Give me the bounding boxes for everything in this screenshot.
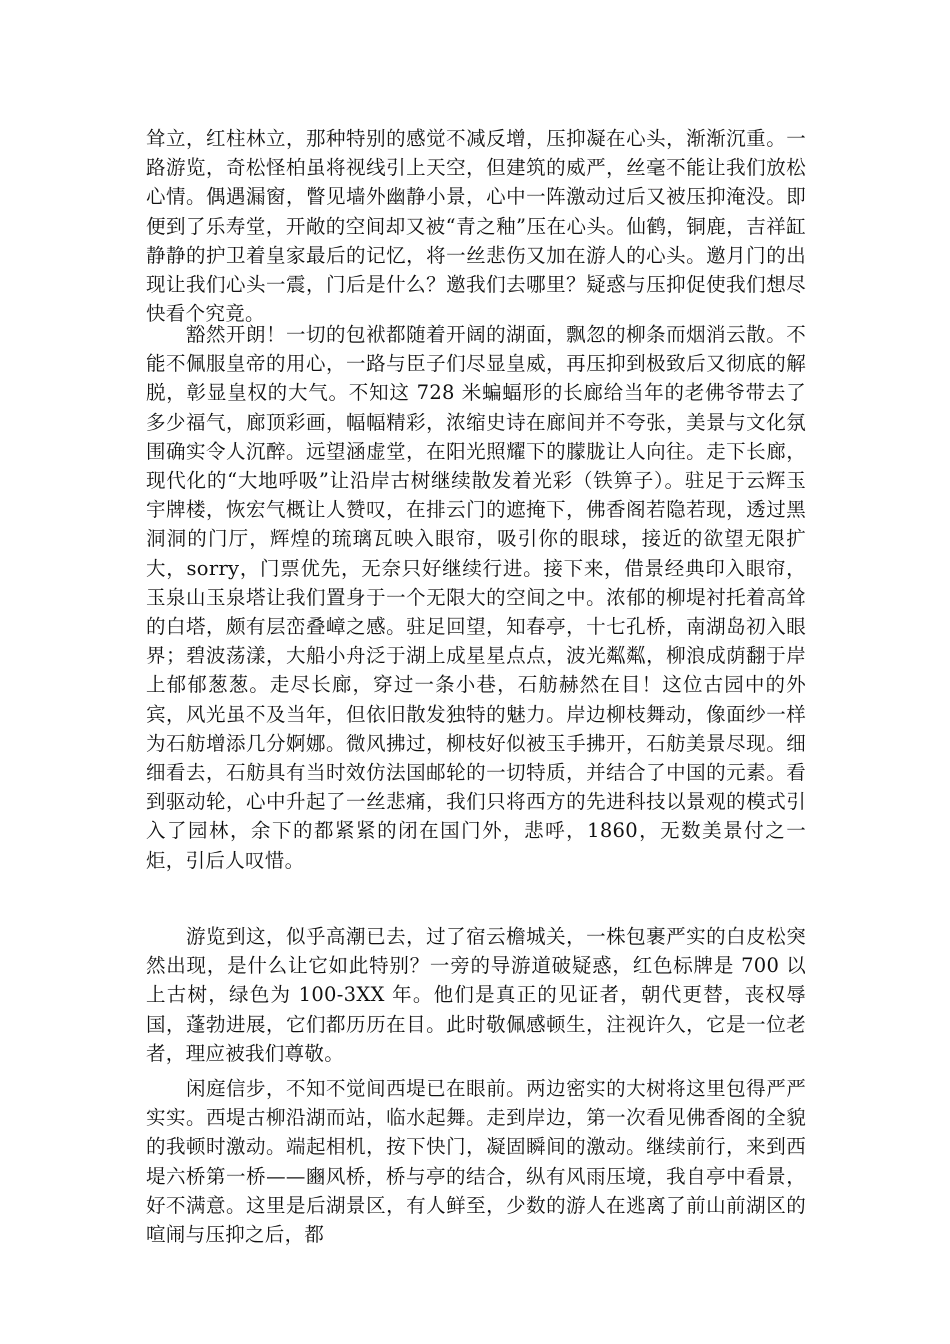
paragraph-4: 闲庭信步，不知不觉间西堤已在眼前。两边密实的大树将这里包得严严实实。西堤古柳沿湖而站，临水起舞。走到岸边，第一次看见佛香阁的全貌的我顿时激动。端起相机，按下快门，凝固瞬间的激动。继续前行，来到西堤六桥第一桥——豳风桥，桥与亭的结合，纵有风雨压境，我自亭中看景，好不满意。这里是后湖景区，有人鲜至，少数的游人在逃离了前山前湖区的喧闹与压抑之后，都 xyxy=(146,1077,806,1247)
paragraph-1: 耸立，红柱林立，那种特别的感觉不减反增，压抑凝在心头，渐渐沉重。一路游览，奇松怪柏虽将视线引上天空，但建筑的威严，丝毫不能让我们放松心情。偶遇漏窗，瞥见墙外幽静小景，心中一阵激动过后又被压抑淹没。即便到了乐寿堂，开敞的空间却又被“青之釉”压在心头。仙鹤，铜鹿，吉祥缸静静的护卫着皇家最后的记忆，将一丝悲伤又加在游人的心头。邀月门的出现让我们心头一震，门后是什么？邀我们去哪里？疑惑与压抑促使我们想尽快看个究竟。 xyxy=(146,127,806,326)
paragraph-2: 豁然开朗！一切的包袱都随着开阔的湖面，飘忽的柳条而烟消云散。不能不佩服皇帝的用心，一路与臣子们尽显皇威，再压抑到极致后又彻底的解脱，彰显皇权的大气。不知这 728 米蝙蝠形的长廊给当年的老佛爷带去了多少福气，廊顶彩画，幅幅精彩，浓缩史诗在廊间并不夸张，美景与文化氛围确实令人沉醉。远望涵虚堂，在阳光照耀下的朦胧让人向往。走下长廊，现代化的“大地呼吸”让沿岸古树继续散发着光彩（铁箅子）。驻足于云辉玉宇牌楼，恢宏气概让人赞叹，在排云门的遮掩下，佛香阁若隐若现，透过黑洞洞的门厅，辉煌的琉璃瓦映入眼帘，吸引你的眼球，接近的欲望无限扩大，sorry，门票优先，无奈只好继续行进。接下来，借景经典印入眼帘，玉泉山玉泉塔让我们置身于一个无限大的空间之中。浓郁的柳堤衬托着高耸的白塔，颇有层峦叠嶂之感。驻足回望，知春亭，十七孔桥，南湖岛初入眼界；碧波荡漾，大船小舟泛于湖上成星星点点，波光粼粼，柳浪成荫翻于岸上郁郁葱葱。走尽长廊，穿过一条小巷，石舫赫然在目！这位古园中的外宾，风光虽不及当年，但依旧散发独特的魅力。岸边柳枝舞动，像面纱一样为石舫增添几分婀娜。微风拂过，柳枝好似被玉手拂开，石舫美景尽现。细细看去，石舫具有当时效仿法国邮轮的一切特质，并结合了中国的元素。看到驱动轮，心中升起了一丝悲痛，我们只将西方的先进科技以景观的模式引入了园林，余下的都紧紧的闭在国门外，悲呼，1860，无数美景付之一炬，引后人叹惜。 xyxy=(146,323,806,872)
paragraph-3: 游览到这，似乎高潮已去，过了宿云檐城关，一株包裹严实的白皮松突然出现，是什么让它如此特别？一旁的导游道破疑惑，红色标牌是 700 以上古树，绿色为 100-3XX 年。他们是真正的见证者，朝代更替，丧权辱国，蓬勃进展，它们都历历在目。此时敬佩感顿生，注视许久，它是一位老者，理应被我们尊敬。 xyxy=(146,925,806,1065)
